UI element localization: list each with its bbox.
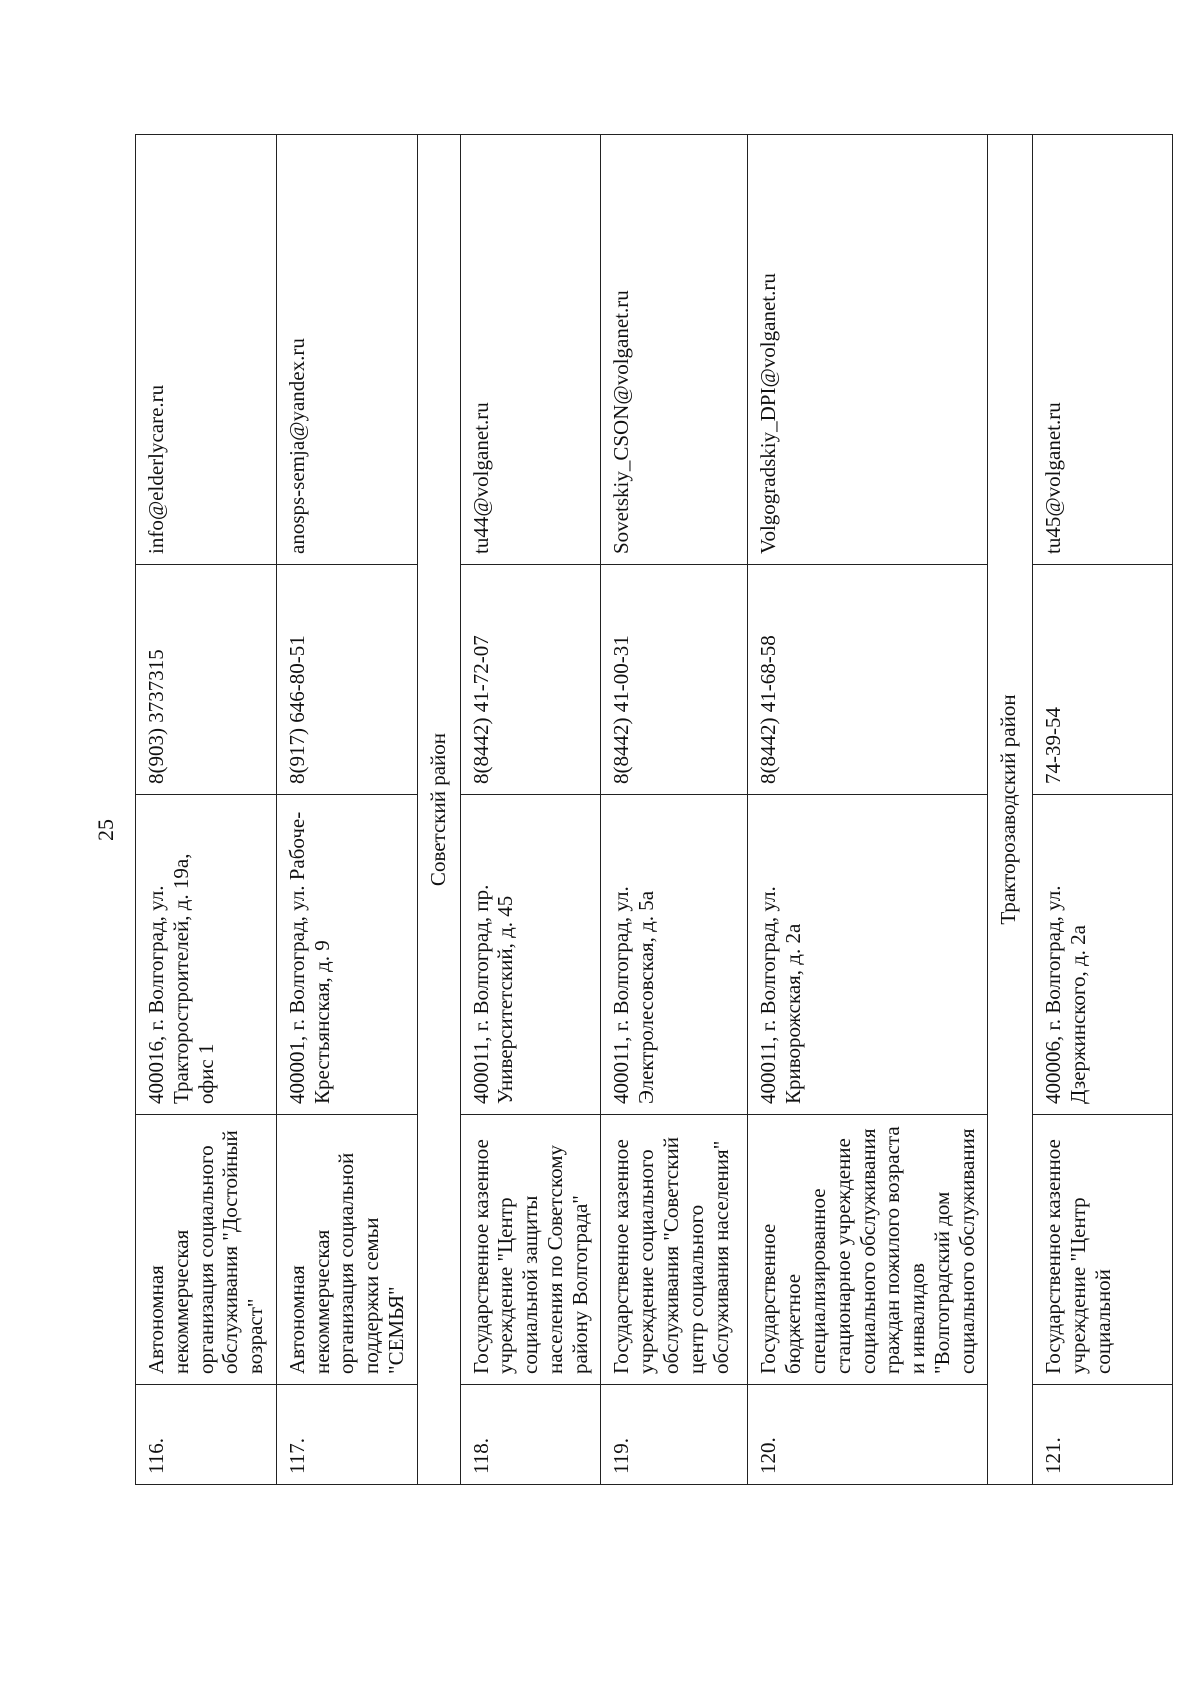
rotated-table-wrapper [135, 135, 1115, 1485]
table-row [460, 135, 601, 1485]
organization-name: Государственное казенное учреждение "Центр социальной [1033, 1115, 1173, 1385]
organization-phone: 8(8442) 41-68-58 [748, 565, 988, 795]
table-row [601, 135, 748, 1485]
organization-address: 400011, г. Волгоград, ул. Криворожская, д. 2а [748, 795, 988, 1115]
organization-address: 400016, г. Волгоград, ул. Тракторостроителей, д. 19а, офис 1 [136, 795, 277, 1115]
row-number: 119. [601, 1385, 748, 1485]
organization-phone: 8(8442) 41-72-07 [460, 565, 601, 795]
organization-email: anosps-semja@yandex.ru [276, 135, 417, 565]
organization-address: 400001, г. Волгоград, ул. Рабоче-Крестьянская, д. 9 [276, 795, 417, 1115]
organization-email: info@elderlycare.ru [136, 135, 277, 565]
organization-address: 400011, г. Волгоград, ул. Электролесовская, д. 5а [601, 795, 748, 1115]
organization-email: tu44@volganet.ru [460, 135, 601, 565]
row-number: 118. [460, 1385, 601, 1485]
table-row [276, 135, 417, 1485]
table-row [1033, 135, 1173, 1485]
organization-email: tu45@volganet.ru [1033, 135, 1173, 565]
table-row [748, 135, 988, 1485]
section-row [417, 135, 460, 1485]
section-heading-sovetsky: Советский район [417, 135, 460, 1485]
row-number: 116. [136, 1385, 277, 1485]
organization-name: Государственное бюджетное специализированное стационарное учреждение социального обслуживания граждан пожилого возраста и инвалидов "Волгоградский дом социального обслуживания [748, 1115, 988, 1385]
row-number: 117. [276, 1385, 417, 1485]
organization-phone: 8(917) 646-80-51 [276, 565, 417, 795]
organization-email: Sovetskiy_CSON@volganet.ru [601, 135, 748, 565]
organization-address: 400011, г. Волгоград, пр. Университетский, д. 45 [460, 795, 601, 1115]
organization-phone: 74-39-54 [1033, 565, 1173, 795]
organization-name: Государственное казенное учреждение "Центр социальной защиты населения по Советскому району Волгограда" [460, 1115, 601, 1385]
row-number: 120. [748, 1385, 988, 1485]
organization-address: 400006, г. Волгоград, ул. Дзержинского, д. 2а [1033, 795, 1173, 1115]
page-number: 25 [93, 819, 118, 841]
section-row [988, 135, 1033, 1485]
organization-phone: 8(903) 3737315 [136, 565, 277, 795]
organization-name: Автономная некоммерческая организация социальной поддержки семьи "СЕМЬЯ" [276, 1115, 417, 1385]
section-heading-traktorozavodsky: Тракторозаводский район [988, 135, 1033, 1485]
organization-phone: 8(8442) 41-00-31 [601, 565, 748, 795]
organization-email: Volgogradskiy_DPI@volganet.ru [748, 135, 988, 565]
organization-name: Государственное казенное учреждение социального обслуживания "Советский центр социального обслуживания населения" [601, 1115, 748, 1385]
table-row [136, 135, 277, 1485]
organization-name: Автономная некоммерческая организация социального обслуживания "Достойный возраст" [136, 1115, 277, 1385]
organizations-table [135, 134, 1173, 1485]
row-number: 121. [1033, 1385, 1173, 1485]
